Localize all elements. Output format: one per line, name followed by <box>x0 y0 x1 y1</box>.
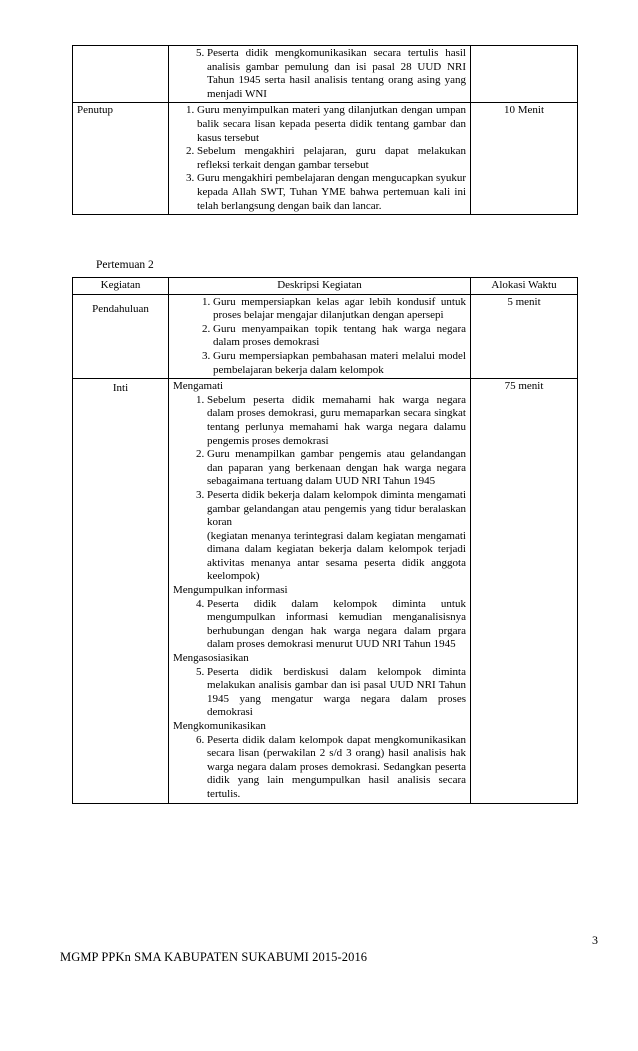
mengumpulkan-list <box>173 598 466 652</box>
time-cell-empty <box>471 46 578 103</box>
list-item: 2. Guru menyampaikan topik tentang hak warga negara dalam proses demokrasi <box>213 323 466 350</box>
description-cell <box>169 46 471 103</box>
column-header-kegiatan: Kegiatan <box>73 278 169 295</box>
description-cell <box>169 294 471 379</box>
section-heading-mengumpulkan: Mengumpulkan informasi <box>173 584 288 597</box>
time-cell-penutup: 10 Menit <box>471 103 578 215</box>
list-item: 2. Sebelum mengakhiri pelajaran, guru dapat melakukan refleksi terkait dengan gambar tersebut <box>197 145 466 172</box>
lesson-table-meeting-2 <box>72 277 578 804</box>
table-row <box>73 103 578 215</box>
lesson-table-meeting-1 <box>72 45 578 215</box>
list-item: 2. Guru menampilkan gambar pengemis atau gelandangan dan paparan yang berkenaan dengan hak warga negara sebagaimana tertuang dalam UUD NRI Tahun 1945 <box>207 448 466 489</box>
activity-cell-empty <box>73 46 169 103</box>
penutup-list <box>173 104 466 213</box>
mengkomunikasikan-list <box>173 734 466 802</box>
list-item: 1. Guru menyimpulkan materi yang dilanjutkan dengan umpan balik secara lisan kepada peserta didik tentang gambar dan kasus tersebut <box>197 104 466 145</box>
description-cell <box>169 103 471 215</box>
section-heading-mengkomunikasikan: Mengkomunikasikan <box>173 720 266 732</box>
meeting-title: Pertemuan 2 <box>96 259 154 271</box>
list-item: 1. Sebelum peserta didik memahami hak warga negara dalam proses demokrasi, guru memaparkan secara singkat tentang perlunya memahami hak warga negara dalamu pengemis proses demokrasi <box>207 394 466 448</box>
list-item: 3. Guru mengakhiri pembelajaran dengan mengucapkan syukur kepada Allah SWT, Tuhan YME bahwa pertemuan kali ini telah berlangsung dengan baik dan lancar. <box>197 172 466 213</box>
section-heading-mengasosiasikan: Mengasosiasikan <box>173 652 249 665</box>
time-cell-pendahuluan: 5 menit <box>471 294 578 379</box>
list-item <box>207 489 466 584</box>
list-item: 6. Peserta didik dalam kelompok dapat mengkomunikasikan secara lisan (perwakilan 2 s/d 3 orang) hasil analisis hak warga negara dalam proses demokrasi. Sedangkan peserta didik yang lain mengumpulkan hasil analisis secara tertulis. <box>207 734 466 802</box>
mengasosiasikan-list <box>173 666 466 720</box>
section-heading-mengamati: Mengamati <box>173 380 224 393</box>
activity-cell-inti: Inti <box>73 379 169 803</box>
description-cell <box>169 379 471 803</box>
continuation-list <box>173 47 466 101</box>
list-item: 4. Peserta didik dalam kelompok diminta untuk mengumpulkan informasi kemudian menganalisisnya berhubungan dengan hak warga negara dalam prgara dalam proses demokrasi menurut UUD NRI Tahun 1945 <box>207 598 466 652</box>
list-item-text: Peserta didik bekerja dalam kelompok diminta mengamati gambar gelandangan atau pengemis yang tidur beralaskan koran <box>207 488 466 529</box>
table-row <box>73 294 578 379</box>
time-cell-inti: 75 menit <box>471 379 578 803</box>
page-number: 3 <box>592 933 598 947</box>
mengamati-list <box>173 394 466 584</box>
pendahuluan-list <box>173 296 466 378</box>
activity-note: (kegiatan menanya terintegrasi dalam kegiatan mengamati dimana dalam kegiatan bekerja dalam kelompok terjadi aktivitas menanya antar sesama peserta didik anggota keelompok) <box>207 529 466 583</box>
list-item: 5. Peserta didik berdiskusi dalam kelompok diminta melakukan analisis gambar dan isi pasal UUD NRI Tahun 1945 yang mengatur warga negara dalam proses demokrasi <box>207 666 466 720</box>
table-header-row <box>73 278 578 295</box>
table-row <box>73 379 578 803</box>
page-footer: MGMP PPKn SMA KABUPATEN SUKABUMI 2015-2016 <box>60 950 368 964</box>
list-item: 5. Peserta didik mengkomunikasikan secara tertulis hasil analisis gambar pemulung dan isi pasal 28 UUD NRI Tahun 1945 serta hasil analisis tentang orang asing yang menjadi WNI <box>207 47 466 101</box>
table-row <box>73 46 578 103</box>
activity-cell-penutup: Penutup <box>73 103 169 215</box>
column-header-deskripsi: Deskripsi Kegiatan <box>169 278 471 295</box>
column-header-alokasi: Alokasi Waktu <box>471 278 578 295</box>
list-item: 1. Guru mempersiapkan kelas agar lebih kondusif untuk proses belajar mengajar dilanjutkan dengan apersepi <box>213 296 466 323</box>
activity-cell-pendahuluan: Pendahuluan <box>73 294 169 379</box>
list-item: 3. Guru mempersiapkan pembahasan materi melalui model pembelajaran bekerja dalam kelompok <box>213 350 466 377</box>
